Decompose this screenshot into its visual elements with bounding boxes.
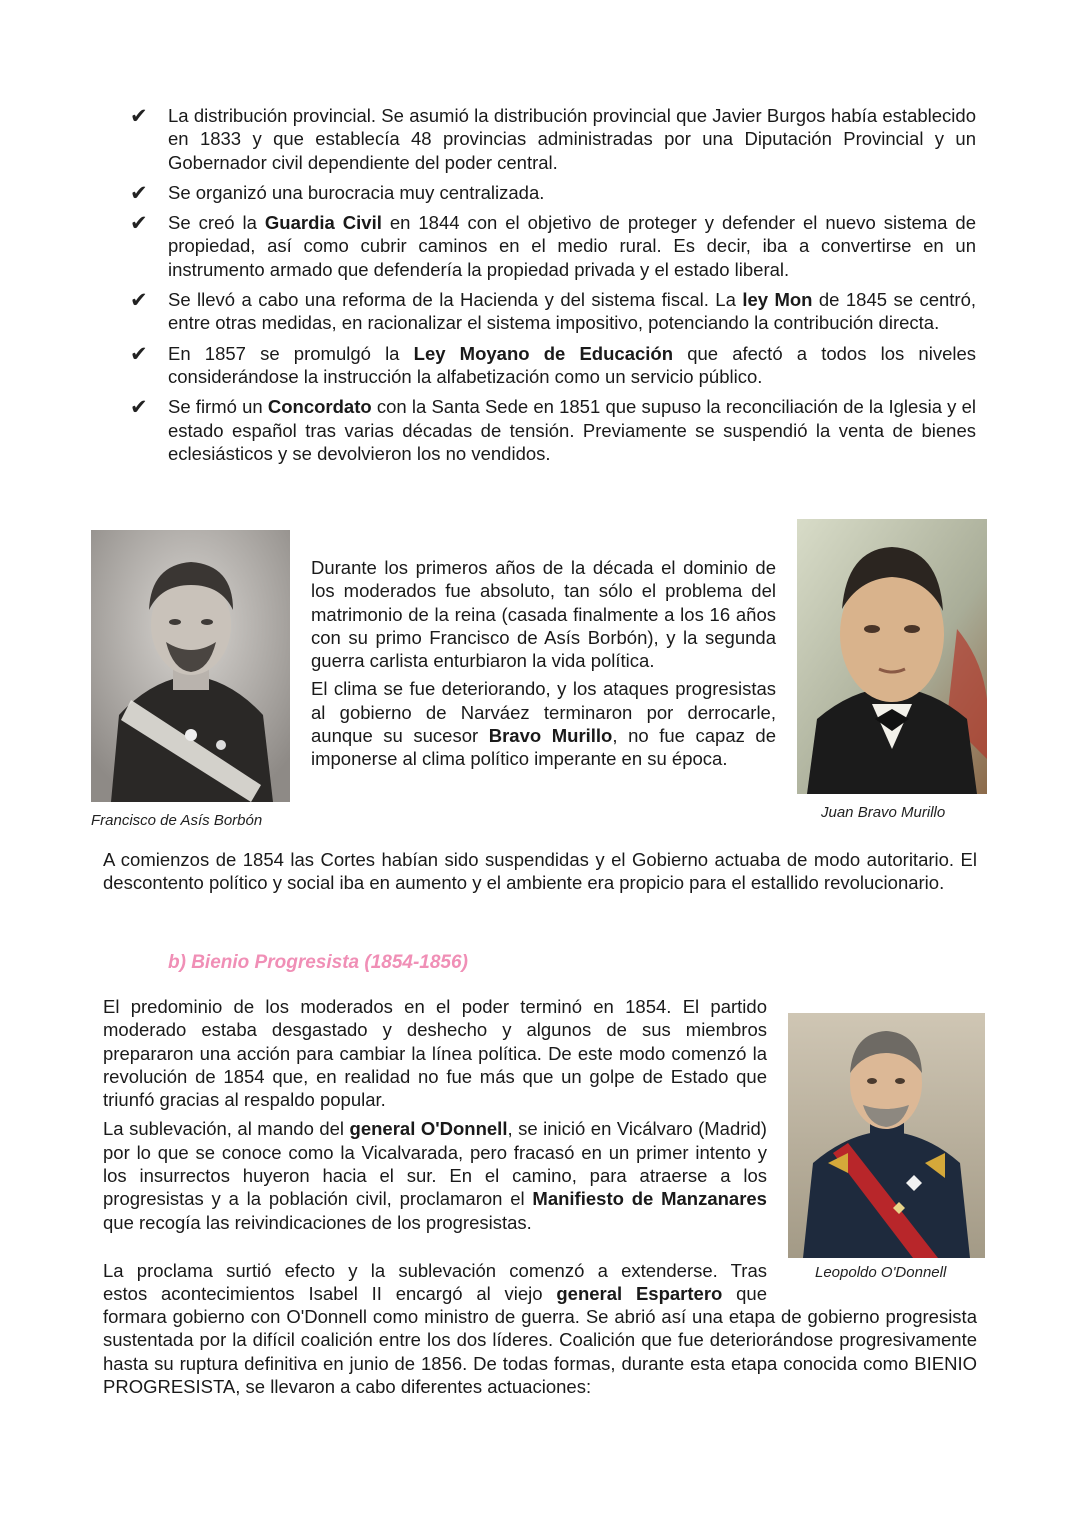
bold-term: Guardia Civil [264, 212, 382, 234]
text-run: , no fue capaz de imponerse al clima político imperante en su época. [311, 725, 776, 770]
caption-bravo-murillo: Juan Bravo Murillo [821, 804, 946, 821]
paragraph [103, 995, 767, 1111]
text-run: Se llevó a cabo una reforma de la Hacienda y del sistema fiscal. La [168, 289, 743, 311]
bienio-text [103, 995, 767, 1240]
text-line [103, 1282, 767, 1305]
text-run: Se creó la [168, 212, 265, 234]
portrait-odonnell [788, 1013, 985, 1258]
text-run: El clima se fue deteriorando, y los ataques progresistas al gobierno de Narváez terminaron por derrocarle, aunque su sucesor [311, 678, 776, 747]
section-heading-bienio: b) Bienio Progresista (1854-1856) [168, 952, 468, 973]
text-run: que [722, 1283, 767, 1305]
reform-list-item [130, 288, 976, 335]
portrait-bravo-murillo [797, 519, 987, 794]
bold-term: general O'Donnell [349, 1118, 508, 1140]
reform-list-item [130, 104, 976, 174]
bold-term: Ley Moyano de Educación [413, 342, 674, 364]
text-run: Se firmó un [168, 396, 268, 418]
check-mark-icon: ✔ [130, 289, 148, 313]
text-run: Se organizó una burocracia muy centralizada. [168, 181, 545, 203]
check-mark-icon: ✔ [130, 181, 148, 205]
reform-list-item [130, 342, 976, 389]
bold-term: ley Mon [742, 289, 813, 311]
text-run: con la Santa Sede en 1851 que supuso la reconciliación de la Iglesia y el estado español tras varias décadas de tensión. Previamente se suspendió la venta de bienes eclesiásticos y se devolvieron los no vendidos. [168, 396, 976, 464]
check-mark-icon: ✔ [130, 105, 148, 128]
paragraph [311, 556, 776, 672]
text-run: que recogía las reivindicaciones de los progresistas. [103, 1211, 532, 1233]
text-run: Durante los primeros años de la década el dominio de los moderados fue absoluto, tan sólo el problema del matrimonio de la reina (casada finalmente a los 16 años con su primo Francisco de Asís Borbón), y la segunda guerra carlista enturbiaron la vida política. [311, 557, 776, 672]
bienio-last-paragraph-start [103, 1259, 767, 1306]
check-mark-icon: ✔ [130, 396, 148, 420]
portrait-francisco-de-asis [91, 530, 290, 802]
text-run: de 1845 se centró, entre otras medidas, en racionalizar el sistema impositivo, potenciando la contribución directa. [168, 289, 976, 334]
bienio-last-paragraph-rest: formara gobierno con O'Donnell como ministro de guerra. Se abrió así una etapa de gobierno progresista sustentada por la difícil coalición entre los dos líderes. Coalición que fue deteriorándose progresivamente hasta su ruptura definitiva en junio de 1856. De todas formas, durante esta etapa conocida como BIENIO PROGRESISTA, se llevaron a cabo diferentes actuaciones: [103, 1306, 977, 1397]
moderados-text [311, 556, 776, 776]
caption-odonnell: Leopoldo O'Donnell [815, 1264, 947, 1281]
text-run: que afectó a todos los niveles considerándose la instrucción la alfabetización como un servicio público. [168, 342, 977, 387]
text-run: , se inició en Vicálvaro (Madrid) por lo que se conoce como la Vicalvarada, pero fracasó en un primer intento y los insurrectos huyeron hacia el sur. En el camino, para atraerse a los progresistas y a la población civil, proclamaron el [103, 1118, 767, 1210]
bold-term: general Espartero [556, 1283, 723, 1305]
reform-list-item [130, 211, 976, 281]
text-run: La distribución provincial. Se asumió la distribución provincial que Javier Burgos había establecido en 1833 y que establecía 48 provincias administradas por una Diputación Provincial y un Gobernador civil dependiente del poder central. [168, 105, 976, 173]
bold-term: Manifiesto de Manzanares [532, 1188, 767, 1210]
portrait-francisco-image [91, 530, 290, 802]
reforms-list [130, 104, 976, 472]
paragraph [311, 677, 776, 770]
text-run: El predominio de los moderados en el poder terminó en 1854. El partido moderado estaba desgastado y deshecho y algunos de sus miembros prepararon una acción para cambiar la línea política. De este modo comenzó la revolución de 1854 que, en realidad no fue más que un golpe de Estado que triunfó gracias al respaldo popular. [103, 996, 767, 1111]
check-mark-icon: ✔ [130, 212, 148, 236]
paragraph-1854: A comienzos de 1854 las Cortes habían sido suspendidas y el Gobierno actuaba de modo autoritario. El descontento político y social iba en aumento y el ambiente era propicio para el estallido revolucionario. [103, 849, 977, 894]
portrait-odonnell-image [788, 1013, 985, 1258]
text-run: en 1844 con el objetivo de proteger y defender el nuevo sistema de propiedad, así como cubrir caminos en el medio rural. Es decir, iba a convertirse en un instrumento armado que defendería la propiedad privada y el estado liberal. [168, 212, 976, 280]
text-run: En 1857 se promulgó la [168, 342, 414, 364]
text-run: estos acontecimientos Isabel II encargó al viejo [103, 1283, 557, 1305]
text-run: La proclama surtió efecto y la sublevación comenzó a extenderse. Tras [103, 1260, 767, 1281]
reform-list-item [130, 181, 976, 204]
check-mark-icon: ✔ [130, 342, 148, 366]
bold-term: Concordato [267, 396, 372, 418]
portrait-bravo-murillo-image [797, 519, 987, 794]
caption-francisco: Francisco de Asís Borbón [91, 812, 263, 829]
bold-term: Bravo Murillo [488, 725, 613, 747]
reform-list-item [130, 395, 976, 465]
text-line [103, 1259, 767, 1282]
text-run: La sublevación, al mando del [103, 1118, 350, 1140]
paragraph [103, 1117, 767, 1233]
